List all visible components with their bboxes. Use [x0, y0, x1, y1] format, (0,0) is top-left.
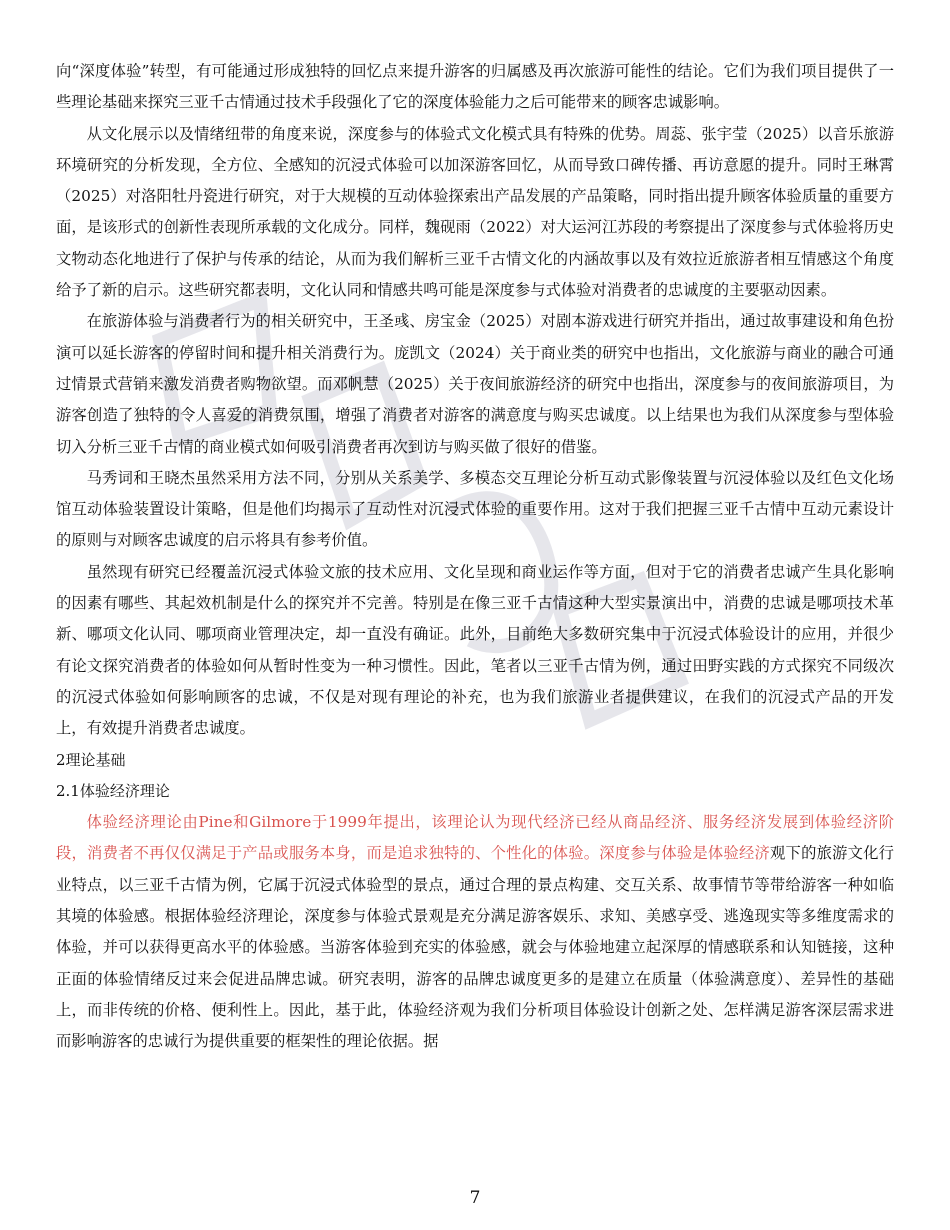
highlighted-text: 体验经济理论由Pine和Gilmore于1999年提出，该理论认为现代经济已经从商品经济、服务经济发展到体验经济阶段，消费者不再仅仅满足于产品或服务本身，而是追求独特的、个性化的体验。深度参与体验是体验经济: [56, 813, 894, 863]
paragraph-5: 虽然现有研究已经覆盖沉浸式体验文旅的技术应用、文化呈现和商业运作等方面，但对于它的消费者忠诚产生具化影响的因素有哪些、其起效机制是什么的探究并不完善。特别是在像三亚千古情这种大型实景演出中，消费的忠诚是哪项技术革新、哪项文化认同、哪项商业管理决定，却一直没有确证。此外，目前绝大多数研究集中于沉浸式体验设计的应用，并很少有论文探究消费者的体验如何从暂时性变为一种习惯性。因此，笔者以三亚千古情为例，通过田野实践的方式探究不同级次的沉浸式体验如何影响顾客的忠诚，不仅是对现有理论的补充，也为我们旅游业者提供建议，在我们的沉浸式产品的开发上，有效提升消费者忠诚度。: [56, 562, 894, 738]
paragraph-experience-economy: [56, 807, 894, 1057]
body-text: 观下的旅游文化行业特点，以三亚千古情为例，它属于沉浸式体验型的景点，通过合理的景点构建、交互关系、故事情节等带给游客一种如临其境的体验感。根据体验经济理论，深度参与体验式景观是充分满足游客娱乐、求知、美感享受、逃逸现实等多维度需求的体验，并可以获得更高水平的体验感。当游客体验到充实的体验感，就会与体验地建立起深厚的情感联系和认知链接，这种正面的体验情绪反过来会促进品牌忠诚。研究表明，游客的品牌忠诚度更多的是建立在质量（体验满意度）、差异性的基础上，而非传统的价格、便利性上。因此，基于此，体验经济观为我们分析项目体验设计创新之处、怎样满足游客深层需求进而影响游客的忠诚行为提供重要的框架性的理论依据。据: [56, 844, 894, 1051]
document-page: [56, 56, 894, 1058]
paragraph-2: 从文化展示以及情绪纽带的角度来说，深度参与的体验式文化模式具有特殊的优势。周蕊、张宇莹（2025）以音乐旅游环境研究的分析发现，全方位、全感知的沉浸式体验可以加深游客回忆，从而导致口碑传播、再访意愿的提升。同时王琳霄（2025）对洛阳牡丹瓷进行研究，对于大规模的互动体验探索出产品发展的产品策略，同时指出提升顾客体验质量的重要方面，是该形式的创新性表现所承载的文化成分。同样，魏砚雨（2022）对大运河江苏段的考察提出了深度参与式体验将历史文物动态化地进行了保护与传承的结论，从而为我们解析三亚千古情文化的内涵故事以及有效拉近旅游者相互情感这个角度给予了新的启示。这些研究都表明，文化认同和情感共鸣可能是深度参与式体验对消费者的忠诚度的主要驱动因素。: [56, 124, 894, 300]
page-number: 7: [469, 1188, 481, 1208]
section-heading: 2理论基础: [56, 750, 126, 769]
subsection-heading: 2.1体验经济理论: [56, 781, 170, 800]
paragraph-1: 向“深度体验”转型，有可能通过形成独特的回忆点来提升游客的归属感及再次旅游可能性的结论。它们为我们项目提供了一些理论基础来探究三亚千古情通过技术手段强化了它的深度体验能力之后可能带来的顾客忠诚影响。: [56, 62, 894, 112]
paragraph-3: 在旅游体验与消费者行为的相关研究中，王圣彧、房宝金（2025）对剧本游戏进行研究并指出，通过故事建设和角色扮演可以延长游客的停留时间和提升相关消费行为。庞凯文（2024）关于商业类的研究中也指出，文化旅游与商业的融合可通过情景式营销来激发消费者购物欲望。而邓帆慧（2025）关于夜间旅游经济的研究中也指出，深度参与的夜间旅游项目，为游客创造了独特的令人喜爱的消费氛围，增强了消费者对游客的满意度与购买忠诚度。以上结果也为我们从深度参与型体验切入分析三亚千古情的商业模式如何吸引消费者再次到访与购买做了很好的借鉴。: [56, 312, 894, 456]
paragraph-4: 马秀词和王晓杰虽然采用方法不同，分别从关系美学、多模态交互理论分析互动式影像装置与沉浸体验以及红色文化场馆互动体验装置设计策略，但是他们均揭示了互动性对沉浸式体验的重要作用。这对于我们把握三亚千古情中互动元素设计的原则与对顾客忠诚度的启示将具有参考价值。: [56, 468, 894, 550]
